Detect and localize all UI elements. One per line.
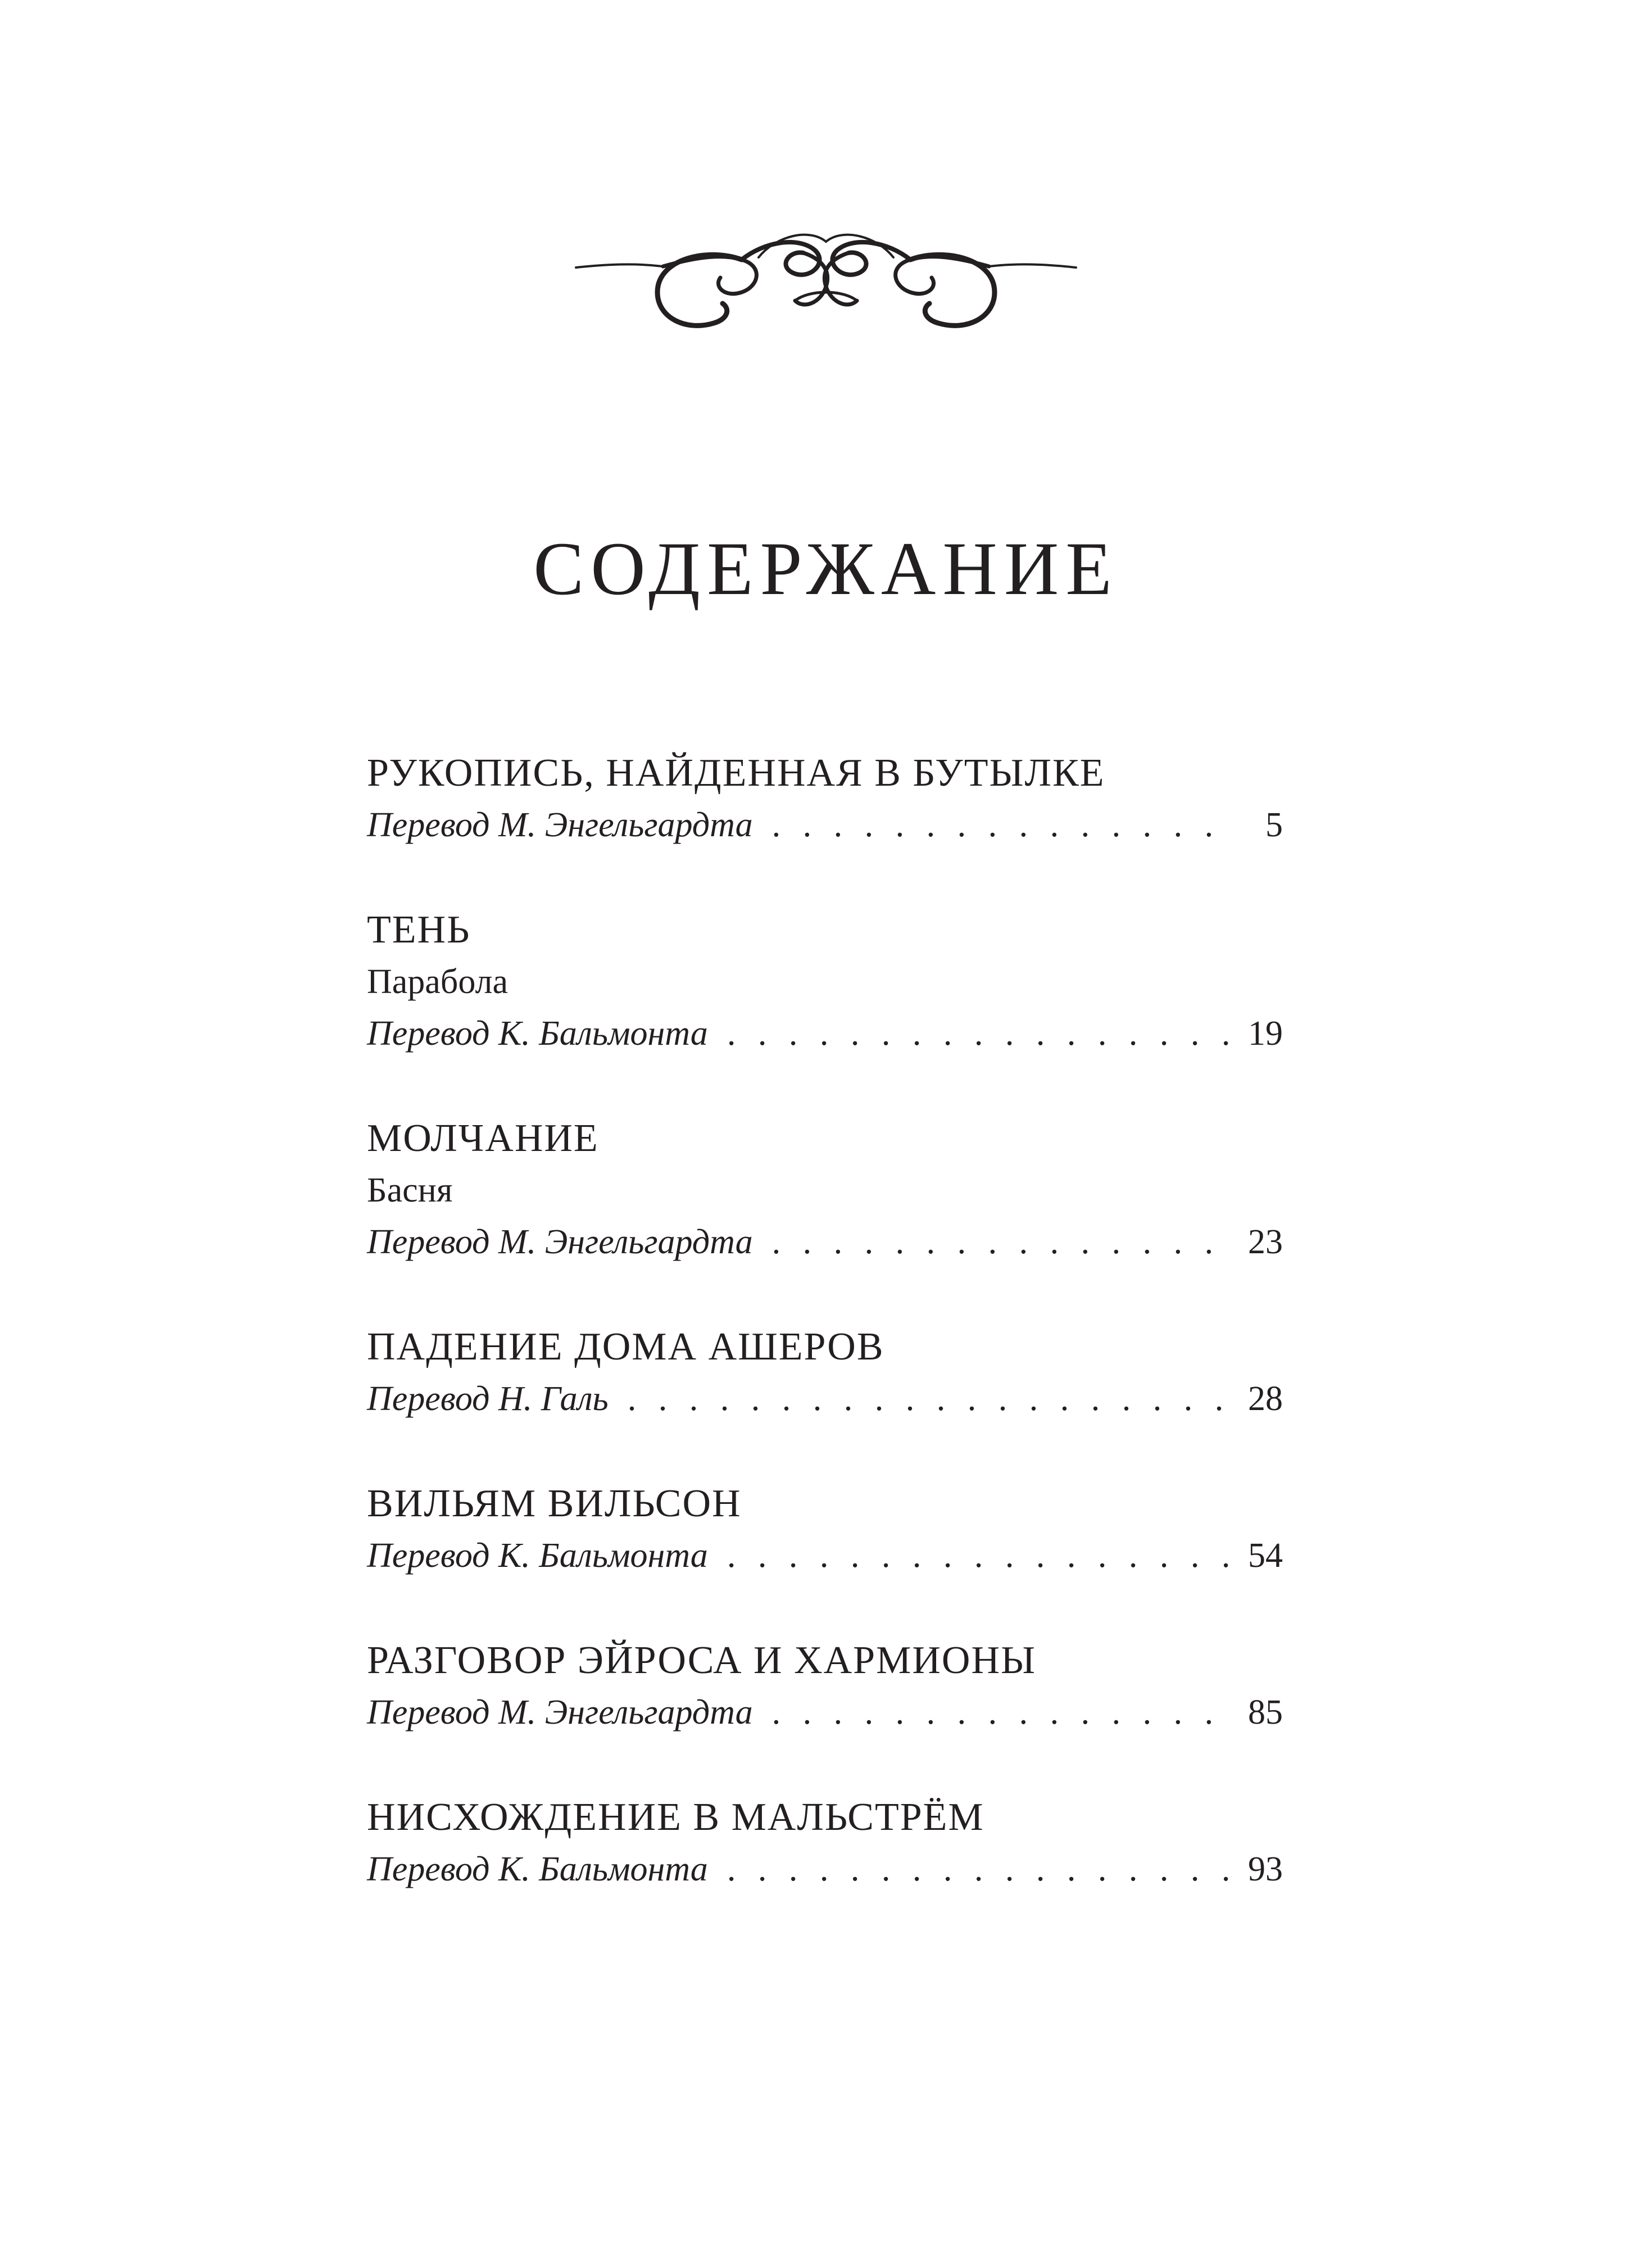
toc-entry[interactable] — [367, 904, 1283, 1059]
entry-page-number: 19 — [1248, 1014, 1283, 1053]
entry-title: РУКОПИСЬ, НАЙДЕННАЯ В БУТЫЛКЕ — [367, 751, 1105, 795]
entry-translator: Перевод К. Бальмонта — [367, 1537, 708, 1575]
entry-title: РАЗГОВОР ЭЙРОСА И ХАРМИОНЫ — [367, 1639, 1037, 1682]
entry-title: ВИЛЬЯМ ВИЛЬСОН — [367, 1482, 742, 1525]
toc-entry[interactable] — [367, 1635, 1283, 1738]
entry-subtitle: Парабола — [367, 963, 508, 1001]
entry-line — [367, 1530, 1283, 1581]
toc-entry[interactable] — [367, 747, 1283, 851]
table-of-contents — [367, 747, 1283, 1948]
flourish-ornament-icon — [573, 219, 1079, 343]
toc-entry[interactable] — [367, 1478, 1283, 1581]
toc-entry[interactable] — [367, 1792, 1283, 1895]
entry-line — [367, 1373, 1283, 1425]
entry-title: ПАДЕНИЕ ДОМА АШЕРОВ — [367, 1325, 884, 1368]
entry-line — [367, 1216, 1283, 1268]
dot-leader — [772, 1216, 1230, 1268]
entry-translator: Перевод М. Энгельгардта — [367, 806, 753, 844]
entry-line — [367, 799, 1283, 851]
entry-page-number: 93 — [1248, 1850, 1283, 1888]
dot-leader — [772, 799, 1230, 851]
entry-translator: Перевод Н. Галь — [367, 1380, 609, 1418]
entry-subtitle: Басня — [367, 1171, 453, 1209]
entry-line — [367, 1843, 1283, 1895]
entry-title: ТЕНЬ — [367, 908, 471, 951]
entry-page-number: 5 — [1265, 806, 1283, 844]
dot-leader — [727, 1843, 1230, 1895]
entry-page-number: 85 — [1248, 1693, 1283, 1732]
dot-leader — [727, 1008, 1230, 1059]
dot-leader — [772, 1687, 1230, 1738]
entry-line — [367, 1687, 1283, 1738]
toc-entry[interactable] — [367, 1113, 1283, 1268]
entry-translator: Перевод М. Энгельгардта — [367, 1693, 753, 1732]
entry-title: МОЛЧАНИЕ — [367, 1117, 599, 1160]
entry-translator: Перевод К. Бальмонта — [367, 1850, 708, 1888]
toc-entry[interactable] — [367, 1321, 1283, 1425]
page-title: СОДЕРЖАНИЕ — [533, 527, 1119, 611]
entry-page-number: 23 — [1248, 1223, 1283, 1261]
entry-line — [367, 1008, 1283, 1059]
entry-page-number: 54 — [1248, 1537, 1283, 1575]
entry-title: НИСХОЖДЕНИЕ В МАЛЬСТРЁМ — [367, 1796, 984, 1839]
entry-translator: Перевод К. Бальмонта — [367, 1014, 708, 1053]
dot-leader — [628, 1373, 1230, 1425]
entry-page-number: 28 — [1248, 1380, 1283, 1418]
entry-translator: Перевод М. Энгельгардта — [367, 1223, 753, 1261]
dot-leader — [727, 1530, 1230, 1581]
